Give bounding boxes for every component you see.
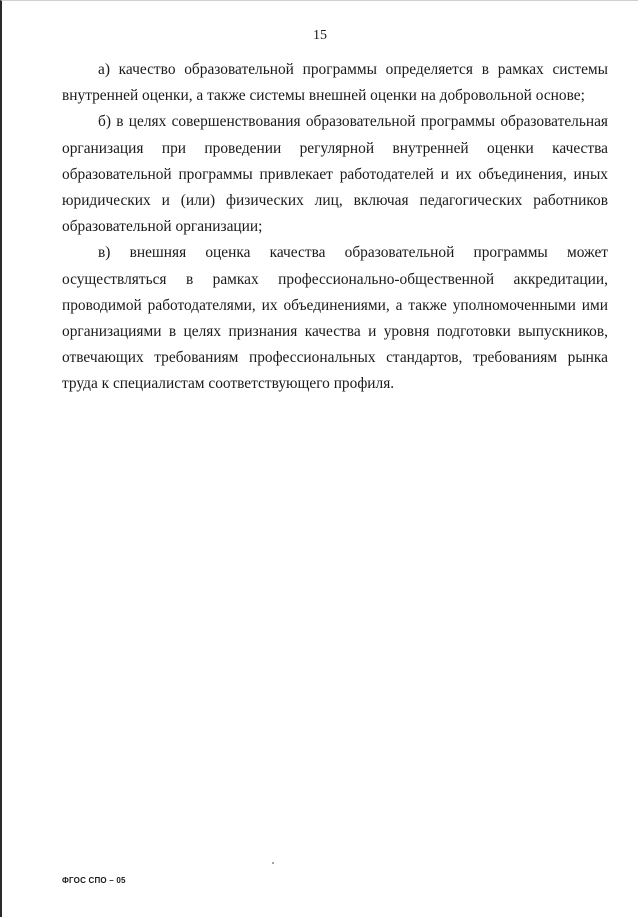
paragraph-b: б) в целях совершенствования образовательной программы образовательная организация при проведении регулярной внутренней оценки качества образовательной программы привлекает работодателей и их объединения, иных юридических и (или) физических лиц, включая педагогических работников образовательной организации; <box>62 113 608 236</box>
footer-document-code: ФГОС СПО – 05 <box>62 876 126 885</box>
document-body <box>62 57 608 398</box>
page-number: 15 <box>313 28 327 43</box>
paragraph-a: а) качество образовательной программы определяется в рамках системы внутренней оценки, а также системы внешней оценки на добровольной основе; <box>62 61 608 105</box>
scan-speck <box>272 862 274 864</box>
paragraph-v: в) внешняя оценка качества образовательной программы может осуществляться в рамках профессионально-общественной аккредитации, проводимой работодателями, их объединениями, а также уполномоченными ими организациями в целях признания качества и уровня подготовки выпускников, отвечающих требованиям профессиональных стандартов, требованиям рынка труда к специалистам соответствующего профиля. <box>62 244 608 393</box>
